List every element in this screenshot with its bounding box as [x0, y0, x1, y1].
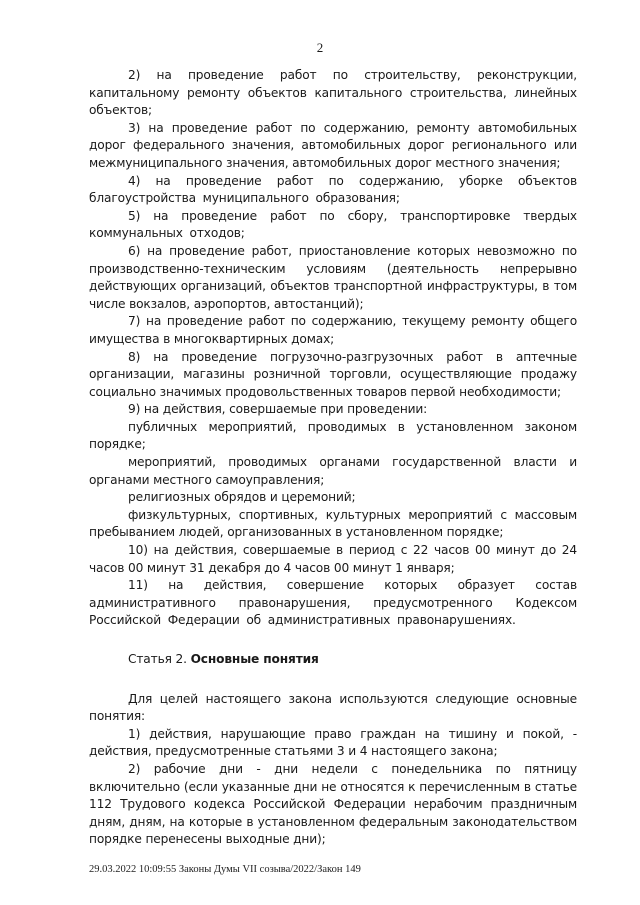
paragraph: физкультурных, спортивных, культурных мероприятий с массовым пребыванием людей, организованных в установленном порядке; [89, 507, 577, 540]
document-body [89, 67, 577, 849]
document-footer: 29.03.2022 10:09:55 Законы Думы VII созыва/2022/Закон 149 [89, 864, 361, 875]
paragraph: публичных мероприятий, проводимых в установленном законом порядке; [89, 419, 577, 452]
paragraph: 3) на проведение работ по содержанию, ремонту автомобильных дорог федерального значения, автомобильных дорог регионального или межмуниципального значения, автомобильных дорог местного значения; [89, 120, 577, 170]
paragraph: 4) на проведение работ по содержанию, уборке объектов благоустройства муниципального образования; [89, 173, 577, 206]
paragraph: 2) рабочие дни - дни недели с понедельника по пятницу включительно (если указанные дни не относятся к перечисленным в статье 112 Трудового кодекса Российской Федерации нерабочим праздничным дням, дням, на которые в установленном федеральным законодательством порядке перенесены выходные дни); [89, 761, 577, 847]
paragraph: 10) на действия, совершаемые в период с 22 часов 00 минут до 24 часов 00 минут 31 декабря до 4 часов 00 минут 1 января; [89, 543, 577, 575]
paragraph: 6) на проведение работ, приостановление которых невозможно по производственно-техническим условиям (деятельность непрерывно действующих организаций, объектов транспортной инфраструктуры, в том числе вокзалов, аэропортов, автостанций); [89, 243, 577, 311]
paragraph: 9) на действия, совершаемые при проведении: [128, 402, 428, 417]
article-number: Статья 2. [128, 652, 191, 666]
paragraph: 11) на действия, совершение которых образует состав административного правонарушения, предусмотренного Кодексом Российской Федерации об административных правонарушениях. [89, 578, 577, 628]
paragraph: 8) на проведение погрузочно-разгрузочных работ в аптечные организации, магазины розничной торговли, осуществляющие продажу социально значимых продовольственных товаров первой необходимости; [89, 349, 577, 399]
page-number: 2 [316, 40, 324, 55]
paragraph: мероприятий, проводимых органами государственной власти и органами местного самоуправления; [89, 455, 577, 487]
paragraph: 1) действия, нарушающие право граждан на тишину и покой, - действия, предусмотренные статьями 3 и 4 настоящего закона; [89, 726, 577, 759]
article-heading [89, 651, 577, 669]
paragraph: 7) на проведение работ по содержанию, текущему ремонту общего имущества в многоквартирных домах; [89, 314, 577, 346]
paragraph: 5) на проведение работ по сбору, транспортировке твердых коммунальных отходов; [89, 208, 577, 241]
paragraph: религиозных обрядов и церемоний; [128, 490, 356, 505]
paragraph: 2) на проведение работ по строительству, реконструкции, капитальному ремонту объектов капитального строительства, линейных объектов; [89, 68, 577, 118]
paragraph: Для целей настоящего закона используются следующие основные понятия: [89, 691, 577, 724]
article-title: Основные понятия [190, 652, 319, 666]
